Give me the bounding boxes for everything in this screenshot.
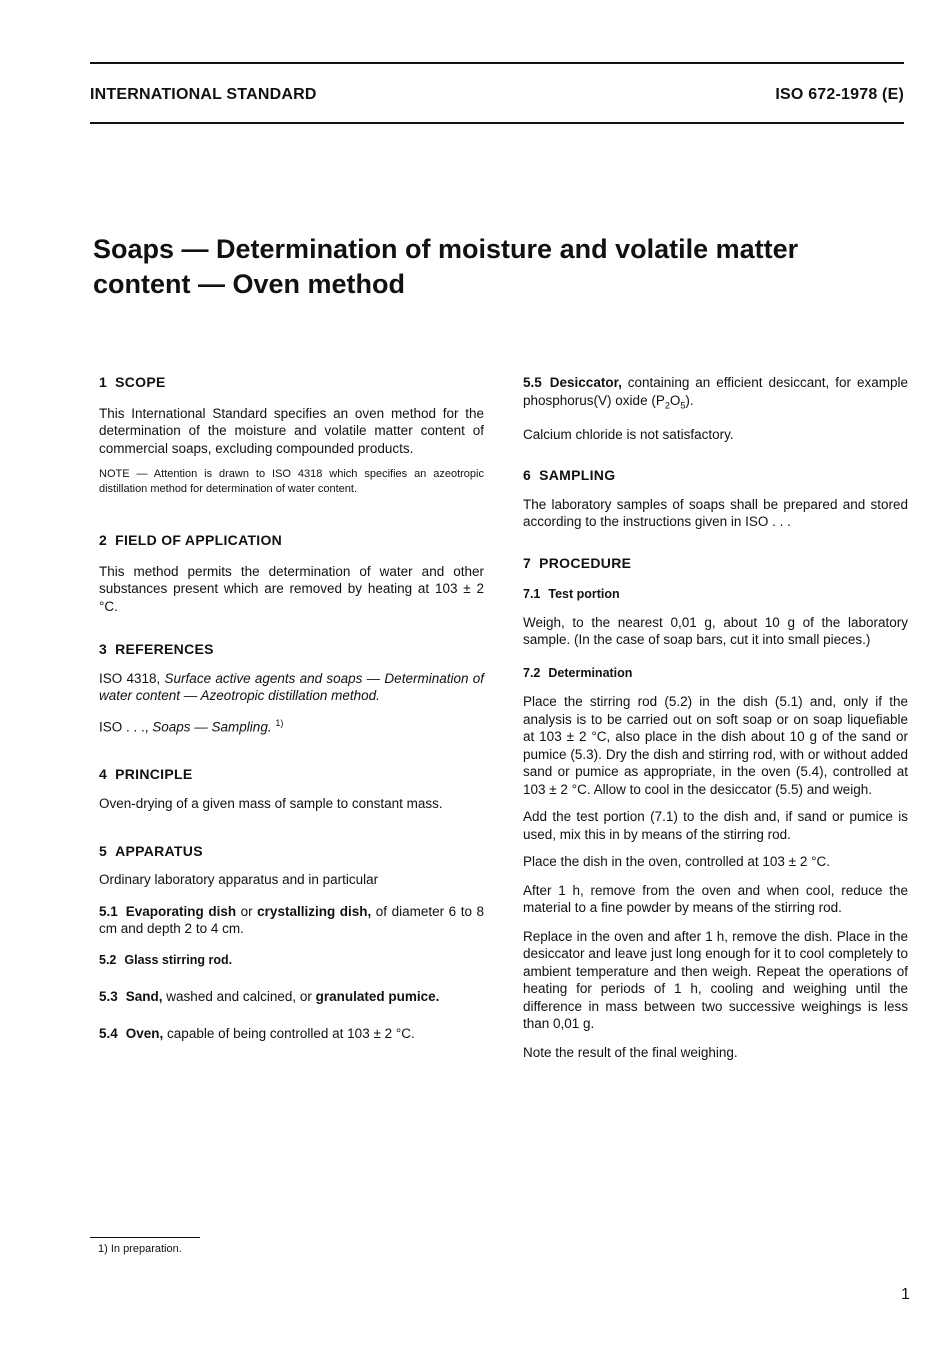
header-document-number: ISO 672-1978 (E) [775, 86, 904, 103]
subsection-7-1-text: Weigh, to the nearest 0,01 g, about 10 g of the laboratory sample. (In the case of soap bars, cut it into small pieces.) [523, 614, 908, 648]
item-5-3: 5.3 Sand, washed and calcined, or granulated pumice. [99, 989, 440, 1004]
subsection-7-2-para-2: Add the test portion (7.1) to the dish and, if sand or pumice is used, mix this in by means of the stirring rod. [523, 809, 908, 842]
subsection-7-2-para-4: After 1 h, remove from the oven and when cool, reduce the material to a fine powder by means of the stirring rod. [523, 882, 908, 916]
section-3-heading: 3 REFERENCES [99, 641, 214, 657]
item-5-5: 5.5 Desiccator, containing an efficient desiccant, for example phosphorus(V) oxide $(P_2O_5)$. [523, 375, 908, 411]
subsection-7-2-para-1: Place the stirring rod (5.2) in the dish (5.1) and, only if the analysis is to be carried out on soft soap or on soap liquefiable at 103 ± 2 °C, also place in the dish about 10 g of the sand or pumice (5.3). Dry the dish and stirring rod, with or without added sand or pumice as appropriate, in the oven (5.4), controlled at 103 ± 2 °C. Allow to cool in the desiccator (5.5) and weigh. [523, 694, 908, 797]
section-1-text: This International Standard specifies an oven method for the determination of the moisture and volatile matter content of commercial soaps, excluding compounded products. [99, 405, 484, 456]
section-6-text: The laboratory samples of soaps shall be prepared and stored according to the instructions given in ISO . . . [523, 496, 908, 530]
subsection-7-1-heading: 7.1 Test portion [523, 587, 620, 602]
section-5-heading: 5 APPARATUS [99, 842, 203, 859]
document-title [93, 232, 853, 302]
footnote-marker: 1) [275, 717, 284, 728]
subsection-7-2-para-5: Replace in the oven and after 1 h, remove the dish. Place in the desiccator and leave just long enough for it to cool completely to ambient temperature and then weigh. Repeat the operations of heating for periods of 1 h, cooling and weighing until the difference in mass between two successive weighings is less than 0,01 g. [523, 928, 908, 1032]
header-bottom-rule [90, 122, 904, 124]
section-1-note: NOTE — Attention is drawn to ISO 4318 which specifies an azeotropic distillation method for determination of water content. [99, 468, 484, 495]
section-2-text: This method permits the determination of water and other substances present which are removed by heating at 103 ± 2 °C. [99, 563, 484, 614]
section-5-intro: Ordinary laboratory apparatus and in particular [99, 872, 379, 887]
section-2-heading: 2 FIELD OF APPLICATION [99, 532, 283, 548]
title-line-2: content — Oven method [93, 269, 406, 299]
reference-iso-4318: ISO 4318, Surface active agents and soaps — Determination of water content — Azeotropic distillation method. [99, 670, 484, 703]
section-4-heading: 4 PRINCIPLE [99, 765, 193, 782]
left-column [99, 374, 484, 1042]
subsection-7-2-para-3: Place the dish in the oven, controlled at 103 ± 2 °C. [523, 854, 830, 870]
page-number: 1 [901, 1286, 910, 1303]
subsection-7-2-heading: 7.2 Determination [523, 665, 633, 680]
header-standard-label: INTERNATIONAL STANDARD [90, 86, 317, 103]
footnote: 1) In preparation. [98, 1243, 182, 1255]
section-4-text: Oven-drying of a given mass of sample to constant mass. [99, 796, 443, 811]
right-column [523, 374, 908, 1061]
item-5-5-note: Calcium chloride is not satisfactory. [523, 426, 734, 442]
title-line-1: Soaps — Determination of moisture and volatile matter [93, 234, 799, 264]
section-6-heading: 6 SAMPLING [523, 467, 616, 484]
section-1-heading: 1 SCOPE [99, 374, 166, 390]
item-5-2: 5.2 Glass stirring rod. [99, 952, 233, 967]
footnote-rule [90, 1237, 200, 1238]
reference-iso-sampling: ISO . . ., Soaps — Sampling. $^{1)}$ [99, 717, 284, 734]
item-5-4: 5.4 Oven, capable of being controlled at 103 ± 2 °C. [99, 1025, 415, 1041]
section-7-heading: 7 PROCEDURE [523, 554, 632, 571]
item-5-1: 5.1 Evaporating dish or crystallizing dish, of diameter 6 to 8 cm and depth 2 to 4 cm. [99, 903, 484, 936]
subsection-7-2-para-6: Note the result of the final weighing. [523, 1044, 738, 1060]
header-top-rule [90, 62, 904, 64]
